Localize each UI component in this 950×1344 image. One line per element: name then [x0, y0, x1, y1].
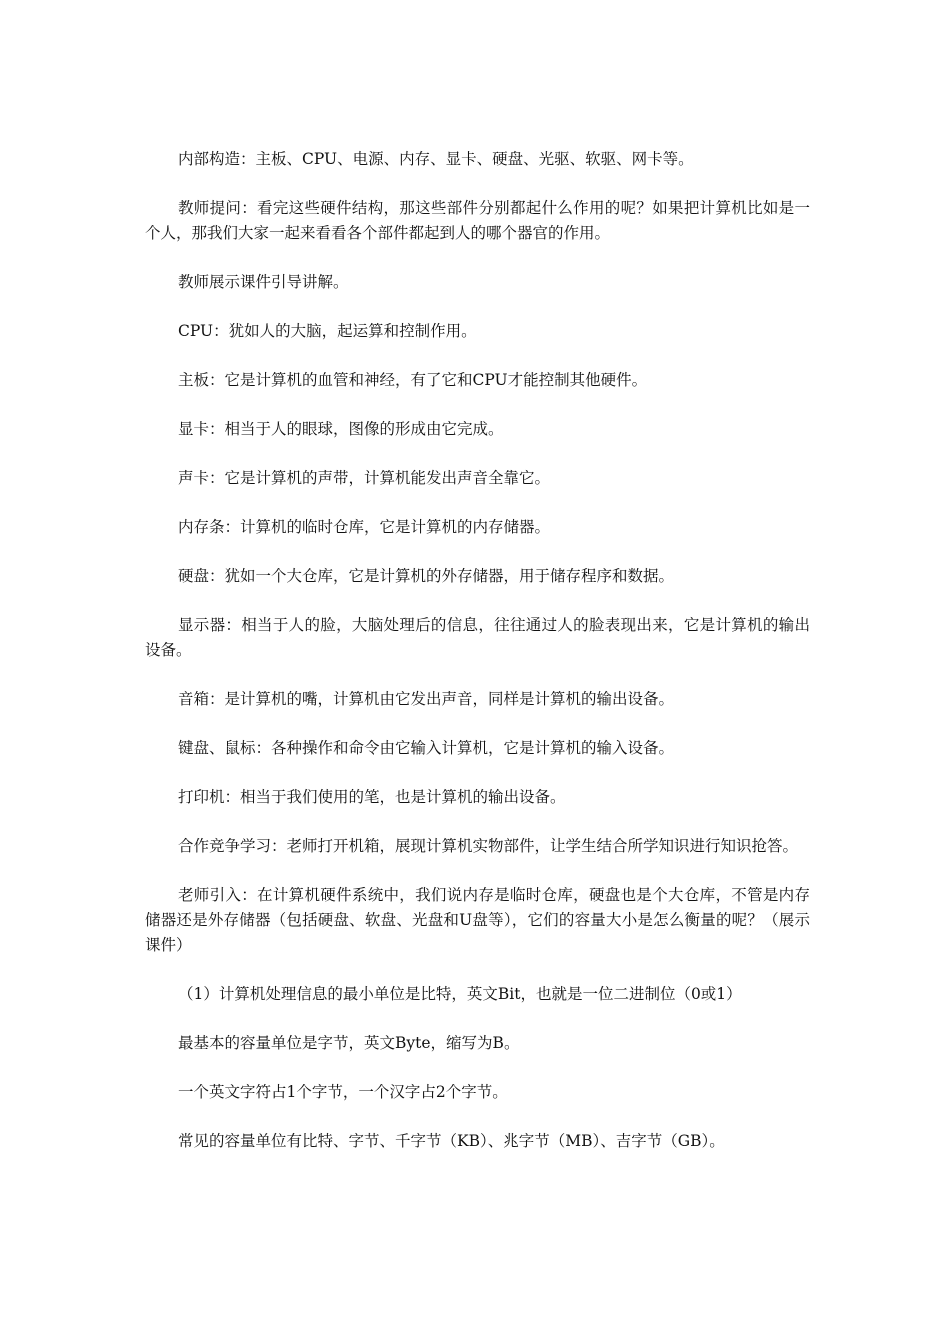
paragraph-motherboard: 主板：它是计算机的血管和神经，有了它和CPU才能控制其他硬件。 — [178, 371, 648, 389]
paragraph-courseware-intro: 教师展示课件引导讲解。 — [178, 273, 349, 291]
paragraph-monitor: 显示器：相当于人的脸，大脑处理后的信息，往往通过人的脸表现出来，它是计算机的输出设备。 — [145, 616, 810, 659]
paragraph-byte-definition: 最基本的容量单位是字节，英文Byte，缩写为B。 — [178, 1034, 520, 1052]
paragraph-character-size: 一个英文字符占1个字节，一个汉字占2个字节。 — [178, 1083, 508, 1101]
paragraph-teacher-question: 教师提问：看完这些硬件结构，那这些部件分别都起什么作用的呢？如果把计算机比如是一个人，那我们大家一起来看看各个部件都起到人的哪个器官的作用。 — [145, 199, 810, 242]
paragraph-hard-disk: 硬盘：犹如一个大仓库，它是计算机的外存储器，用于储存程序和数据。 — [178, 567, 675, 585]
paragraph-cooperative-learning: 合作竞争学习：老师打开机箱，展现计算机实物部件，让学生结合所学知识进行知识抢答。 — [178, 837, 799, 855]
paragraph-teacher-introduction: 老师引入：在计算机硬件系统中，我们说内存是临时仓库，硬盘也是个大仓库，不管是内存储器还是外存储器（包括硬盘、软盘、光盘和U盘等），它们的容量大小是怎么衡量的呢？（展示课件） — [145, 886, 810, 954]
paragraph-capacity-units: 常见的容量单位有比特、字节、千字节（KB）、兆字节（MB）、吉字节（GB）。 — [178, 1132, 725, 1150]
paragraph-internal-structure: 内部构造：主板、CPU、电源、内存、显卡、硬盘、光驱、软驱、网卡等。 — [178, 150, 694, 168]
paragraph-memory: 内存条：计算机的临时仓库，它是计算机的内存储器。 — [178, 518, 551, 536]
paragraph-speakers: 音箱：是计算机的嘴，计算机由它发出声音，同样是计算机的输出设备。 — [178, 690, 675, 708]
paragraph-cpu: CPU：犹如人的大脑，起运算和控制作用。 — [178, 322, 477, 340]
paragraph-sound-card: 声卡：它是计算机的声带，计算机能发出声音全靠它。 — [178, 469, 551, 487]
paragraph-keyboard-mouse: 键盘、鼠标：各种操作和命令由它输入计算机，它是计算机的输入设备。 — [178, 739, 675, 757]
paragraph-graphics-card: 显卡：相当于人的眼球，图像的形成由它完成。 — [178, 420, 504, 438]
paragraph-bit-definition: （1）计算机处理信息的最小单位是比特，英文Bit，也就是一位二进制位（0或1） — [178, 985, 742, 1003]
document-body — [145, 147, 810, 1178]
paragraph-printer: 打印机：相当于我们使用的笔，也是计算机的输出设备。 — [178, 788, 566, 806]
